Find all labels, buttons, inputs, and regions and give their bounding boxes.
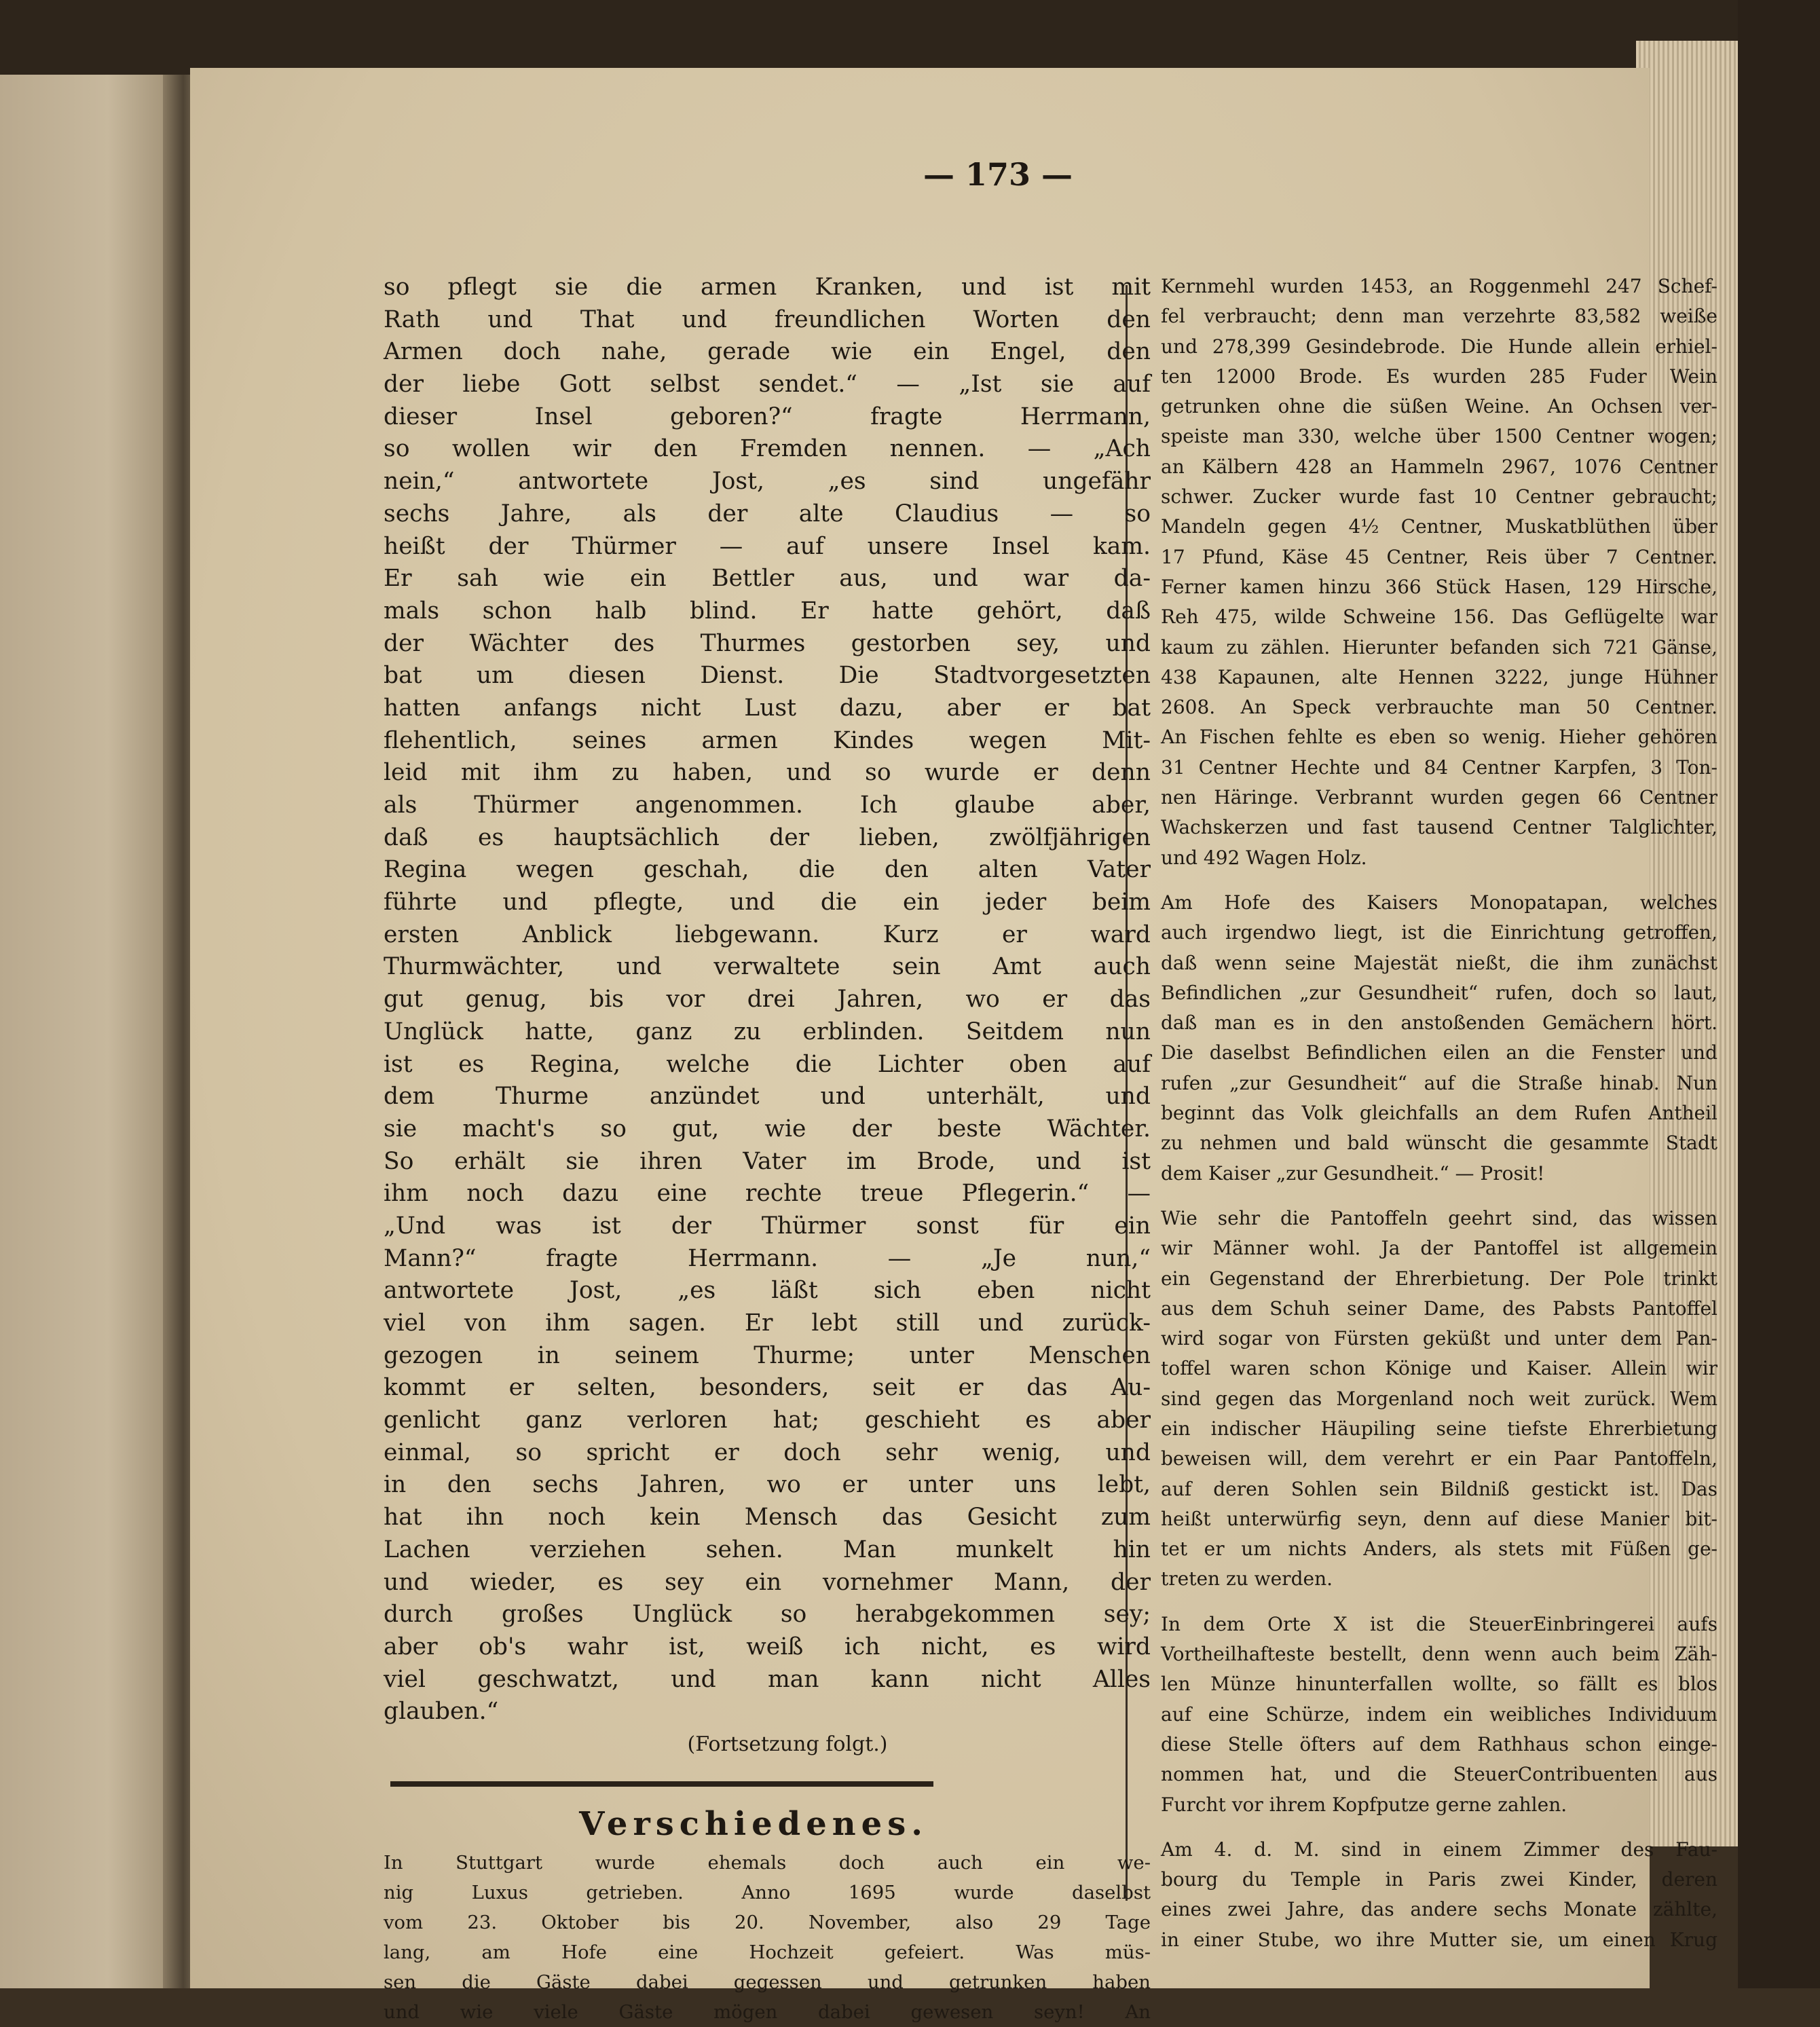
text-line: als Thürmer angenommen. Ich glaube aber, bbox=[384, 792, 1151, 819]
text-line: dieser Insel geboren?“ fragte Herrmann, bbox=[384, 403, 1151, 430]
text-line: Ferner kamen hinzu 366 Stück Hasen, 129 Hirsche, bbox=[1161, 575, 1717, 598]
text-line: Er sah wie ein Bettler aus, und war da- bbox=[384, 565, 1151, 593]
text-line: daß wenn seine Majestät nießt, die ihm zunächst bbox=[1161, 951, 1717, 974]
text-line: ihm noch dazu eine rechte treue Pflegerin.“ — bbox=[384, 1180, 1151, 1208]
text-line: Reh 475, wilde Schweine 156. Das Geflügelte war bbox=[1161, 606, 1717, 629]
text-line: getrunken ohne die süßen Weine. An Ochsen ver- bbox=[1161, 395, 1717, 418]
text-line: sen die Gäste dabei gegessen und getrunken haben bbox=[384, 1971, 1151, 1993]
text-line: auch irgendwo liegt, ist die Einrichtung getroffen, bbox=[1161, 921, 1717, 944]
text-line: aus dem Schuh seiner Dame, des Pabsts Pantoffel bbox=[1161, 1297, 1717, 1320]
text-line: der Wächter des Thurmes gestorben sey, und bbox=[384, 629, 1151, 657]
text-line: bourg du Temple in Paris zwei Kinder, deren bbox=[1161, 1868, 1717, 1891]
text-line: 2608. An Speck verbrauchte man 50 Centner. bbox=[1161, 696, 1717, 719]
text-line: dem Thurme anzündet und unterhält, und bbox=[384, 1083, 1151, 1111]
text-line: viel von ihm sagen. Er lebt still und zurück- bbox=[384, 1309, 1151, 1337]
text-line: und 278,399 Gesindebrode. Die Hunde allein erhiel- bbox=[1161, 335, 1717, 358]
text-line: diese Stelle öfters auf dem Rathhaus schon einge- bbox=[1161, 1732, 1717, 1755]
backdrop-right bbox=[1738, 0, 1820, 1988]
text-line: Kernmehl wurden 1453, an Roggenmehl 247 Schef- bbox=[1161, 275, 1717, 297]
text-line: toffel waren schon Könige und Kaiser. Allein wir bbox=[1161, 1357, 1717, 1380]
text-line: In Stuttgart wurde ehemals doch auch ein we- bbox=[384, 1851, 1151, 1874]
text-line: sind gegen das Morgenland noch weit zurück. Wem bbox=[1161, 1387, 1717, 1410]
story-text bbox=[384, 272, 1151, 1728]
text-line: vom 23. Oktober bis 20. November, also 29 Tage bbox=[384, 1911, 1151, 1933]
text-line: wird sogar von Fürsten geküßt und unter dem Pan- bbox=[1161, 1327, 1717, 1350]
text-line: ersten Anblick liebgewann. Kurz er ward bbox=[384, 920, 1151, 948]
text-line: in einer Stube, wo ihre Mutter sie, um einen Krug bbox=[1161, 1928, 1717, 1951]
text-line: Mann?“ fragte Herrmann. — „Je nun,“ bbox=[384, 1244, 1151, 1272]
text-line: „Und was ist der Thürmer sonst für ein bbox=[384, 1212, 1151, 1240]
text-line: Rath und That und freundlichen Worten den bbox=[384, 305, 1151, 333]
right-column-text bbox=[1161, 272, 1717, 1955]
text-line: In dem Orte X ist die SteuerEinbringerei aufs bbox=[1161, 1612, 1717, 1635]
text-line: ein indischer Häupiling seine tiefste Ehrerbietung bbox=[1161, 1417, 1717, 1440]
text-line: eines zwei Jahre, das andere sechs Monate zählte, bbox=[1161, 1898, 1717, 1921]
text-line: auf deren Sohlen sein Bildniß gestickt ist. Das bbox=[1161, 1477, 1717, 1500]
text-line: Wachskerzen und fast tausend Centner Talglichter, bbox=[1161, 816, 1717, 839]
book-page bbox=[190, 68, 1717, 2023]
text-line: Am 4. d. M. sind in einem Zimmer des Fau- bbox=[1161, 1838, 1717, 1861]
text-line: Die daselbst Befindlichen eilen an die Fenster und bbox=[1161, 1041, 1717, 1064]
text-line: sie macht's so gut, wie der beste Wächter. bbox=[384, 1115, 1151, 1142]
text-line: hatten anfangs nicht Lust dazu, aber er bat bbox=[384, 694, 1151, 722]
text-line: len Münze hinunterfallen wollte, so fällt es blos bbox=[1161, 1673, 1717, 1696]
text-line: und 492 Wagen Holz. bbox=[1161, 846, 1367, 869]
paragraph-gap bbox=[1161, 1595, 1717, 1610]
text-line: einmal, so spricht er doch sehr wenig, und bbox=[384, 1438, 1151, 1466]
text-line: Wie sehr die Pantoffeln geehrt sind, das wissen bbox=[1161, 1206, 1717, 1229]
text-line: Armen doch nahe, gerade wie ein Engel, den bbox=[384, 338, 1151, 366]
paragraph-gap bbox=[1161, 1189, 1717, 1204]
text-line: an Kälbern 428 an Hammeln 2967, 1076 Centner bbox=[1161, 455, 1717, 478]
text-line: nommen hat, und die SteuerContribuenten aus bbox=[1161, 1763, 1717, 1786]
text-line: viel geschwatzt, und man kann nicht Alles bbox=[384, 1665, 1151, 1693]
text-line: So erhält sie ihren Vater im Brode, und ist bbox=[384, 1147, 1151, 1175]
text-line: beweisen will, dem verehrt er ein Paar Pantoffeln, bbox=[1161, 1447, 1717, 1470]
text-line: mals schon halb blind. Er hatte gehört, daß bbox=[384, 597, 1151, 625]
text-line: Befindlichen „zur Gesundheit“ rufen, doch so laut, bbox=[1161, 981, 1717, 1004]
text-line: in den sechs Jahren, wo er unter uns lebt, bbox=[384, 1471, 1151, 1499]
paragraph bbox=[1161, 1204, 1717, 1595]
text-line: auf eine Schürze, indem ein weibliches Individuum bbox=[1161, 1703, 1717, 1726]
text-line: 31 Centner Hechte und 84 Centner Karpfen, 3 Ton- bbox=[1161, 756, 1717, 779]
paragraph bbox=[1161, 1610, 1717, 1820]
text-line: gezogen in seinem Thurme; unter Menschen bbox=[384, 1341, 1151, 1369]
paragraph-gap bbox=[1161, 873, 1717, 888]
text-line: nig Luxus getrieben. Anno 1695 wurde daselbst bbox=[384, 1881, 1151, 1903]
text-line: bat um diesen Dienst. Die Stadtvorgesetzten bbox=[384, 662, 1151, 690]
text-line: lang, am Hofe eine Hochzeit gefeiert. Was müs- bbox=[384, 1941, 1151, 1963]
text-line: ein Gegenstand der Ehrerbietung. Der Pole trinkt bbox=[1161, 1267, 1717, 1290]
paragraph bbox=[1161, 1835, 1717, 1955]
text-line: durch großes Unglück so herabgekommen sey; bbox=[384, 1601, 1151, 1629]
text-line: nen Häringe. Verbrannt wurden gegen 66 Centner bbox=[1161, 786, 1717, 809]
left-column bbox=[384, 272, 1151, 2027]
text-line: und wieder, es sey ein vornehmer Mann, der bbox=[384, 1568, 1151, 1596]
facing-page-edge bbox=[0, 75, 180, 1988]
text-line: Regina wegen geschah, die den alten Vater bbox=[384, 856, 1151, 884]
text-line: nein,“ antwortete Jost, „es sind ungefähr bbox=[384, 468, 1151, 496]
text-line: leid mit ihm zu haben, und so wurde er denn bbox=[384, 759, 1151, 787]
text-line: sechs Jahre, als der alte Claudius — so bbox=[384, 500, 1151, 527]
page-number: — 173 — bbox=[923, 156, 1073, 193]
text-line: dem Kaiser „zur Gesundheit.“ — Prosit! bbox=[1161, 1161, 1545, 1185]
text-line: tet er um nichts Anders, als stets mit Füßen ge- bbox=[1161, 1538, 1717, 1561]
text-line: heißt der Thürmer — auf unsere Insel kam. bbox=[384, 532, 1151, 560]
text-line: kommt er selten, besonders, seit er das Au- bbox=[384, 1374, 1151, 1402]
right-column bbox=[1161, 272, 1717, 1955]
text-line: Am Hofe des Kaisers Monopatapan, welches bbox=[1161, 891, 1717, 914]
text-line: treten zu werden. bbox=[1161, 1567, 1333, 1591]
text-line: und wie viele Gäste mögen dabei gewesen seyn! An bbox=[384, 2001, 1151, 2023]
text-line: speiste man 330, welche über 1500 Centner wogen; bbox=[1161, 425, 1717, 448]
text-line: führte und pflegte, und die ein jeder beim bbox=[384, 889, 1151, 916]
text-line: heißt unterwürfig seyn, denn auf diese Manier bit- bbox=[1161, 1507, 1717, 1530]
paragraph-gap bbox=[1161, 1820, 1717, 1835]
text-line: Lachen verziehen sehen. Man munkelt hin bbox=[384, 1536, 1151, 1563]
text-line: kaum zu zählen. Hierunter befanden sich 721 Gänse, bbox=[1161, 635, 1717, 658]
paragraph bbox=[1161, 888, 1717, 1189]
text-line: daß es hauptsächlich der lieben, zwölfjährigen bbox=[384, 823, 1151, 851]
text-line: glauben.“ bbox=[384, 1698, 499, 1726]
text-line: hat ihn noch kein Mensch das Gesicht zum bbox=[384, 1504, 1151, 1531]
text-line: rufen „zur Gesundheit“ auf die Straße hinab. Nun bbox=[1161, 1071, 1717, 1094]
text-line: antwortete Jost, „es läßt sich eben nicht bbox=[384, 1277, 1151, 1305]
text-line: so pflegt sie die armen Kranken, und ist mit bbox=[384, 274, 1151, 301]
section-text bbox=[384, 1848, 1151, 2027]
text-line: so wollen wir den Fremden nennen. — „Ach bbox=[384, 435, 1151, 463]
text-line: Mandeln gegen 4½ Centner, Muskatblüthen über bbox=[1161, 515, 1717, 538]
text-line: 17 Pfund, Käse 45 Centner, Reis über 7 Centner. bbox=[1161, 545, 1717, 568]
text-line: beginnt das Volk gleichfalls an dem Rufen Antheil bbox=[1161, 1102, 1717, 1125]
text-line: Thurmwächter, und verwaltete sein Amt auch bbox=[384, 953, 1151, 981]
continuation-note: (Fortsetzung folgt.) bbox=[687, 1732, 888, 1756]
text-line: gut genug, bis vor drei Jahren, wo er das bbox=[384, 986, 1151, 1014]
text-line: ten 12000 Brode. Es wurden 285 Fuder Wein bbox=[1161, 365, 1717, 388]
text-line: genlicht ganz verloren hat; geschieht es aber bbox=[384, 1407, 1151, 1434]
text-line: Unglück hatte, ganz zu erblinden. Seitdem nun bbox=[384, 1018, 1151, 1045]
paragraph bbox=[1161, 272, 1717, 873]
text-line: 438 Kapaunen, alte Hennen 3222, junge Hühner bbox=[1161, 665, 1717, 688]
text-line: flehentlich, seines armen Kindes wegen Mit- bbox=[384, 726, 1151, 754]
text-line: schwer. Zucker wurde fast 10 Centner gebraucht; bbox=[1161, 485, 1717, 508]
text-line: fel verbraucht; denn man verzehrte 83,582 weiße bbox=[1161, 305, 1717, 328]
text-line: An Fischen fehlte es eben so wenig. Hieher gehören bbox=[1161, 726, 1717, 749]
section-title: Verschiedenes. bbox=[579, 1804, 928, 1843]
text-line: Furcht vor ihrem Kopfputze gerne zahlen. bbox=[1161, 1793, 1567, 1816]
text-line: daß man es in den anstoßenden Gemächern hört. bbox=[1161, 1011, 1717, 1035]
text-line: der liebe Gott selbst sendet.“ — „Ist sie auf bbox=[384, 371, 1151, 398]
text-line: zu nehmen und bald wünscht die gesammte Stadt bbox=[1161, 1132, 1717, 1155]
text-line: wir Männer wohl. Ja der Pantoffel ist allgemein bbox=[1161, 1237, 1717, 1260]
section-separator bbox=[390, 1781, 933, 1787]
text-line: ist es Regina, welche die Lichter oben auf bbox=[384, 1050, 1151, 1078]
text-line: Vortheilhafteste bestellt, denn wenn auch beim Zäh- bbox=[1161, 1643, 1717, 1666]
text-line: aber ob's wahr ist, weiß ich nicht, es wird bbox=[384, 1633, 1151, 1660]
